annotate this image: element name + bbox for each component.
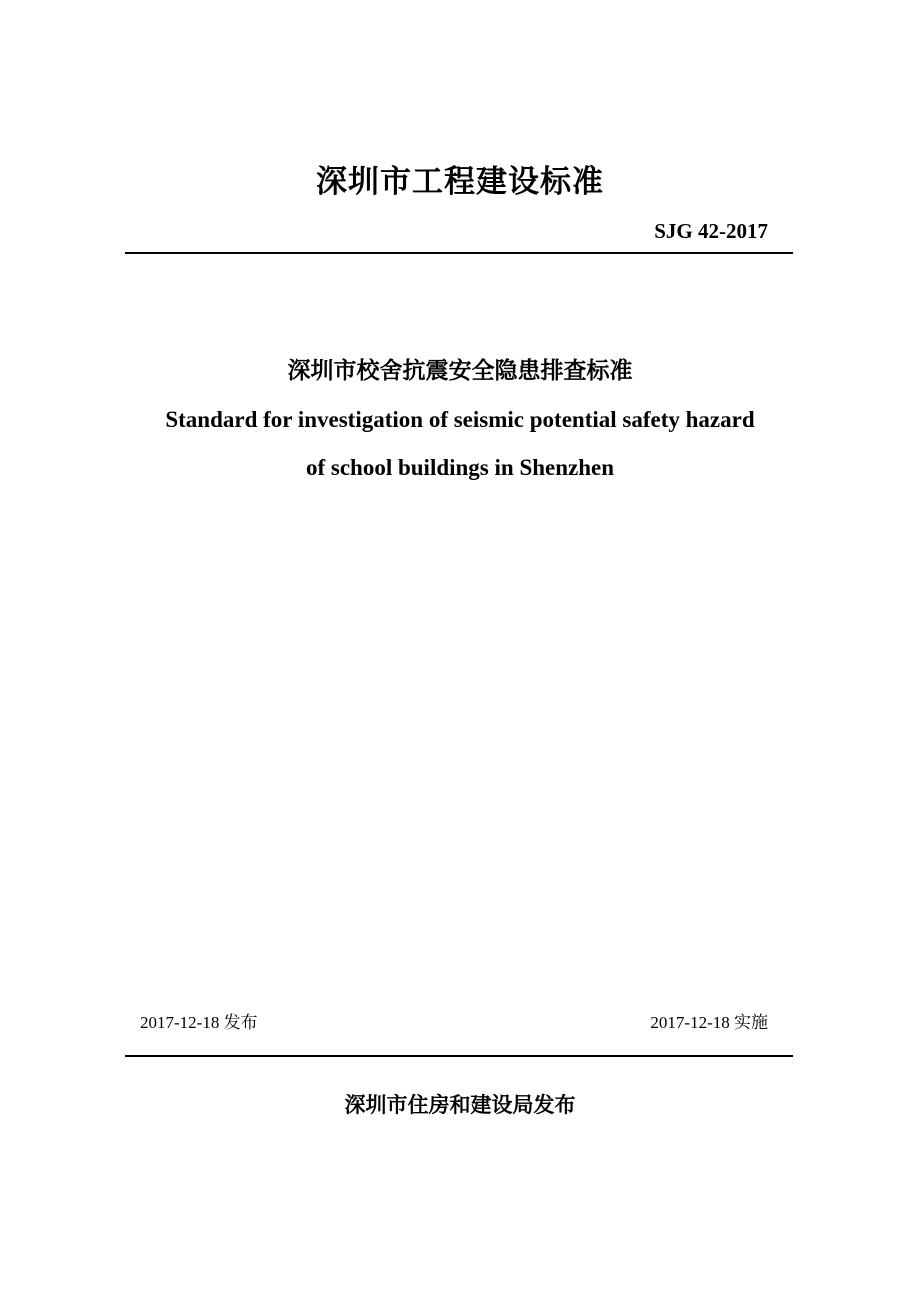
english-title-line-2: of school buildings in Shenzhen bbox=[305, 455, 615, 480]
implementation-date: 2017-12-18 实施 bbox=[650, 1013, 768, 1032]
english-title-line-1: Standard for investigation of seismic potential safety hazard bbox=[165, 407, 755, 432]
chinese-title: 深圳市校舍抗震安全隐患排查标准 bbox=[287, 358, 633, 384]
bottom-divider bbox=[125, 1055, 793, 1057]
publisher: 深圳市住房和建设局发布 bbox=[344, 1093, 576, 1117]
series-title: 深圳市工程建设标准 bbox=[316, 164, 604, 200]
top-divider bbox=[125, 252, 793, 254]
standard-code: SJG 42-2017 bbox=[654, 219, 768, 243]
issue-date: 2017-12-18 发布 bbox=[140, 1013, 258, 1032]
